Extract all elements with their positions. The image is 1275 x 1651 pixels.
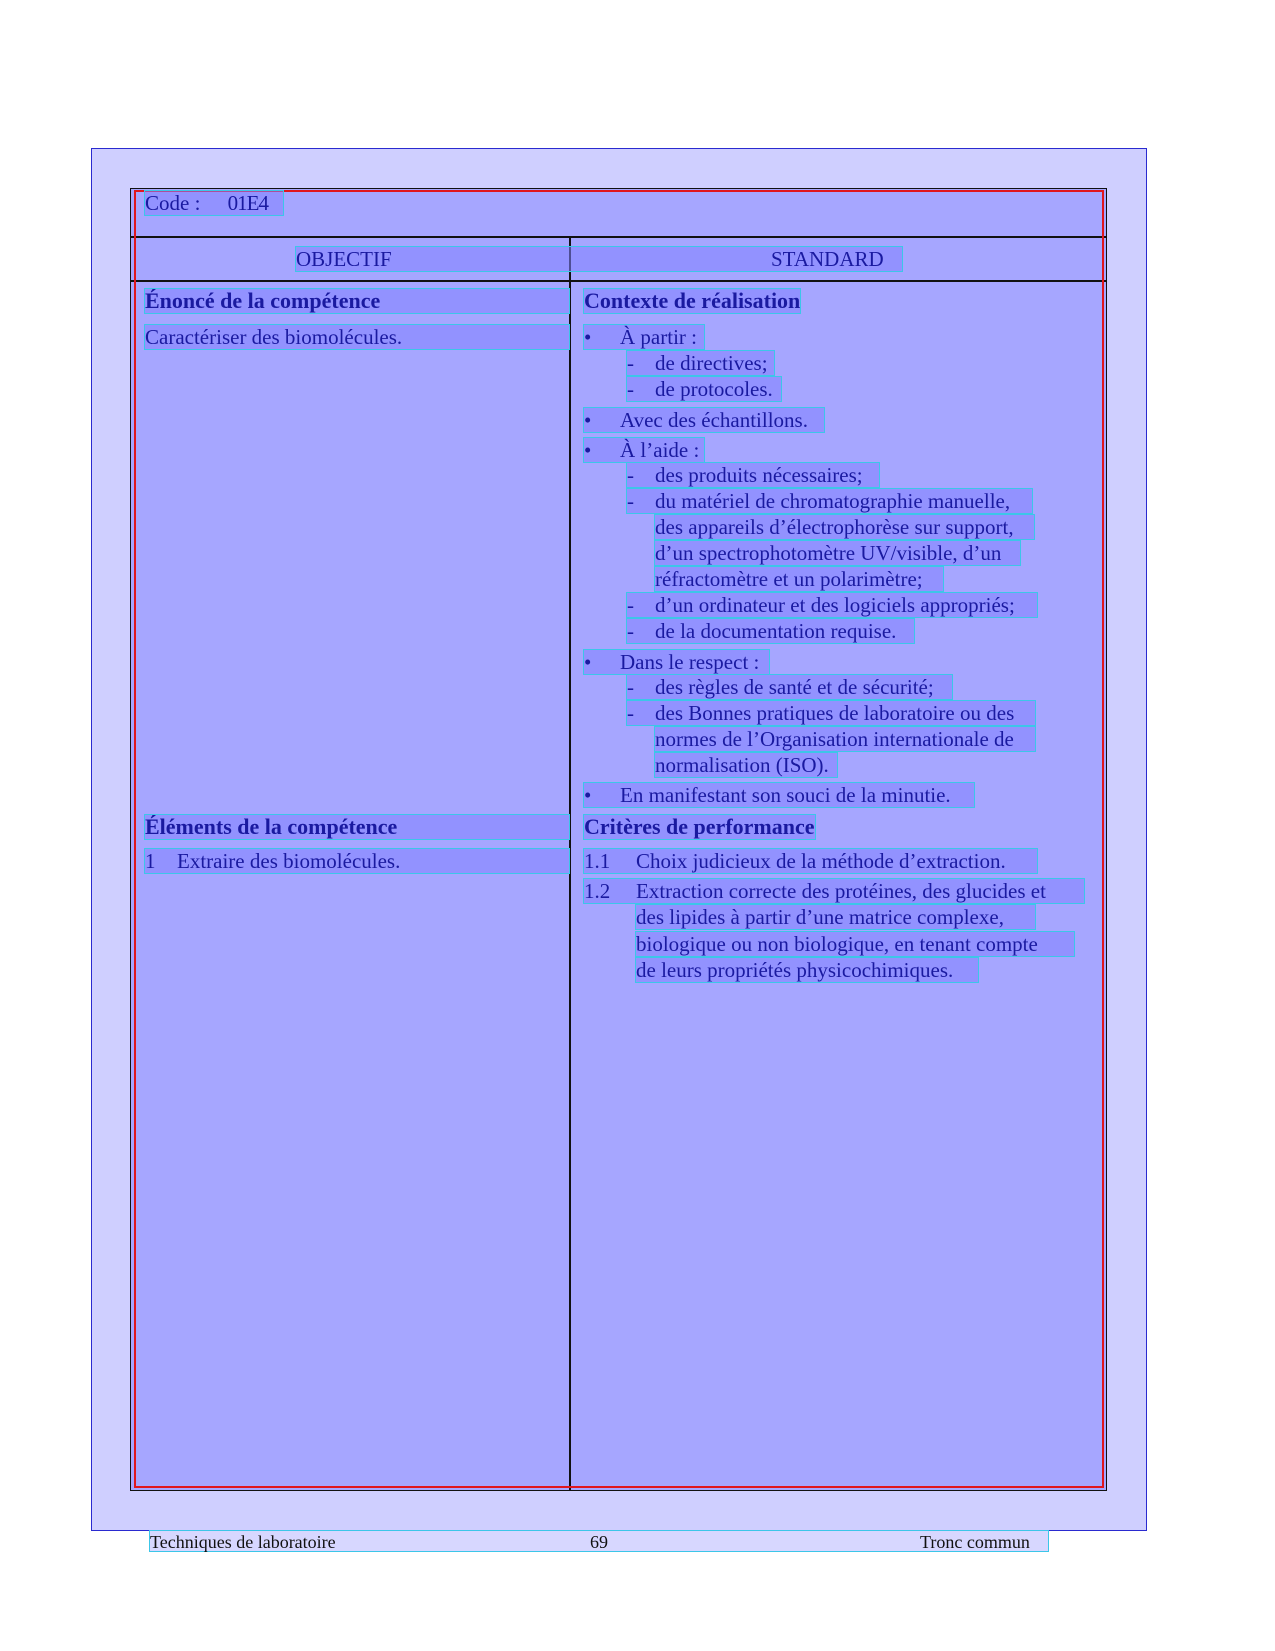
element-number: 1 xyxy=(145,849,156,873)
header-standard: STANDARD xyxy=(771,247,884,271)
critere-item-1-1 xyxy=(584,849,1037,873)
critere-item-1-2 xyxy=(584,879,1084,903)
code-row xyxy=(145,191,283,215)
dash-icon: - xyxy=(627,675,634,699)
contexte-sub-3-2-cont-1: des appareils d’électrophorèse sur support, xyxy=(655,515,1034,539)
contexte-sub-4-1: - des règles de santé et de sécurité; xyxy=(627,675,952,699)
dash-icon: - xyxy=(627,593,634,617)
contexte-title: Contexte de réalisation xyxy=(584,288,801,313)
contexte-sub-4-2-cont-2: normalisation (ISO). xyxy=(655,753,837,777)
footer-right: Tronc commun xyxy=(920,1532,1030,1552)
dash-icon: - xyxy=(627,377,634,401)
enonce-title: Énoncé de la compétence xyxy=(145,289,569,313)
critere-item-1-2-cont-1: des lipides à partir d’une matrice complexe, xyxy=(636,905,1035,929)
critere-text: Extraction correcte des protéines, des glucides et xyxy=(636,879,1046,903)
contexte-sub-1-1: - de directives; xyxy=(627,351,774,375)
dash-icon: - xyxy=(627,701,634,725)
contexte-sub-4-2: - des Bonnes pratiques de laboratoire ou des xyxy=(627,701,1035,725)
enonce-text: Caractériser des biomolécules. xyxy=(145,325,569,349)
table-divider-top xyxy=(130,236,1107,238)
contexte-sub-3-3: - d’un ordinateur et des logiciels appropriés; xyxy=(627,593,1037,617)
bullet-icon: • xyxy=(584,325,592,349)
contexte-sub-4-2-cont-1: normes de l’Organisation internationale de xyxy=(655,727,1035,751)
competency-table xyxy=(130,188,1107,1491)
bullet-icon: • xyxy=(584,783,592,807)
criteres-title: Critères de performance xyxy=(584,814,815,839)
contexte-bullet-3: • À l’aide : xyxy=(584,438,704,462)
element-item-1 xyxy=(145,849,569,873)
contexte-bullet-5: • En manifestant son souci de la minutie. xyxy=(584,783,974,807)
contexte-bullet-1: • À partir : xyxy=(584,325,704,349)
header-objectif: OBJECTIF xyxy=(296,247,392,271)
element-text: Extraire des biomolécules. xyxy=(177,849,401,873)
code-label: Code : xyxy=(145,191,201,215)
critere-text: Choix judicieux de la méthode d’extraction. xyxy=(636,849,1006,873)
critere-item-1-2-cont-2: biologique ou non biologique, en tenant compte xyxy=(636,932,1074,956)
table-divider-vertical xyxy=(569,238,571,1491)
dash-icon: - xyxy=(627,619,634,643)
contexte-bullet-2: • Avec des échantillons. xyxy=(584,408,824,432)
code-value: 01E4 xyxy=(227,191,268,215)
footer-page-number: 69 xyxy=(590,1532,608,1552)
footer-left: Techniques de laboratoire xyxy=(150,1532,336,1552)
contexte-sub-3-2: - du matériel de chromatographie manuelle, xyxy=(627,489,1032,513)
critere-number: 1.2 xyxy=(584,879,611,903)
contexte-sub-3-2-cont-2: d’un spectrophotomètre UV/visible, d’un xyxy=(655,541,1020,565)
bullet-icon: • xyxy=(584,408,592,432)
dash-icon: - xyxy=(627,351,634,375)
elements-title: Éléments de la compétence xyxy=(145,815,569,839)
contexte-sub-3-2-cont-3: réfractomètre et un polarimètre; xyxy=(655,567,943,591)
dash-icon: - xyxy=(627,489,634,513)
critere-item-1-2-cont-3: de leurs propriétés physicochimiques. xyxy=(636,958,978,982)
dash-icon: - xyxy=(627,463,634,487)
contexte-sub-3-4: - de la documentation requise. xyxy=(627,619,914,643)
critere-number: 1.1 xyxy=(584,849,611,873)
contexte-sub-3-1: - des produits nécessaires; xyxy=(627,463,879,487)
contexte-sub-1-2: - de protocoles. xyxy=(627,377,781,401)
contexte-bullet-4: • Dans le respect : xyxy=(584,650,769,674)
bullet-icon: • xyxy=(584,650,592,674)
table-divider-header xyxy=(130,280,1107,282)
bullet-icon: • xyxy=(584,438,592,462)
